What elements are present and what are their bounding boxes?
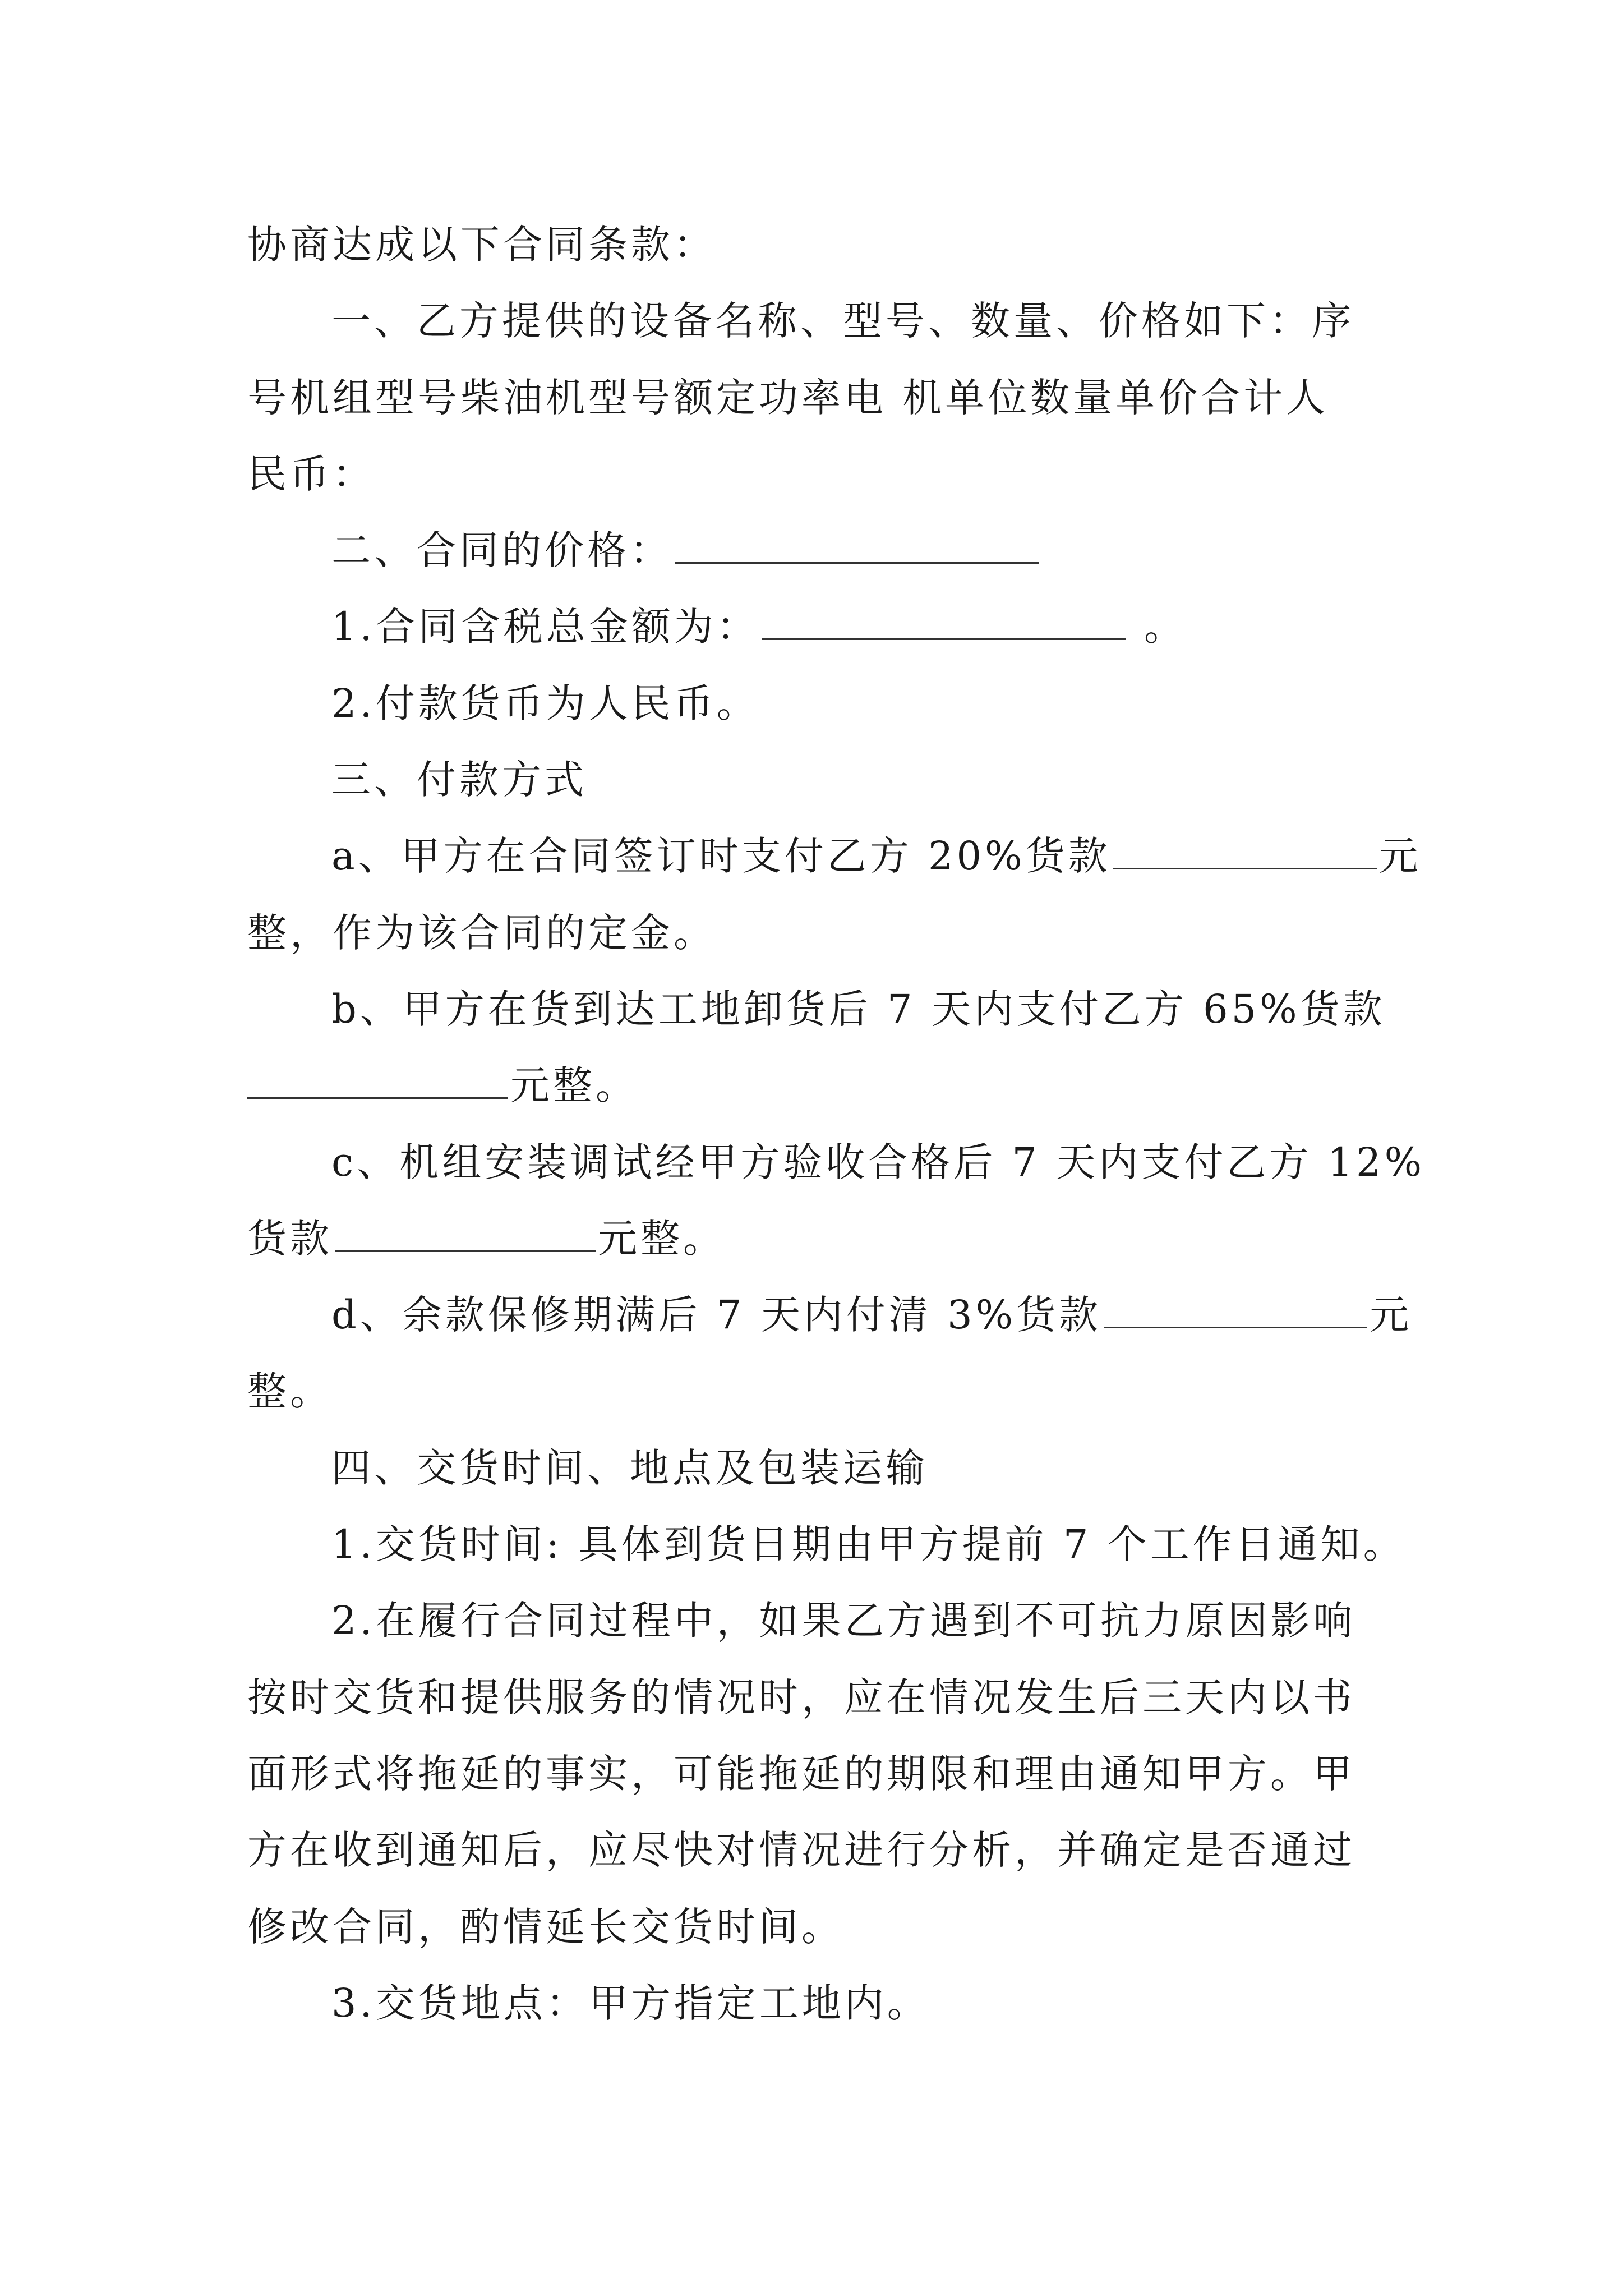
line-text: 整。 — [247, 1368, 333, 1415]
text-line — [247, 665, 1380, 742]
line-text: 元 — [1378, 833, 1422, 880]
line-text: a、甲方在合同签订时支付乙方 20%货款 — [331, 833, 1111, 880]
line-text: 整，作为该合同的定金。 — [247, 909, 716, 956]
text-line — [247, 1506, 1406, 1582]
line-text: 货款 — [247, 1215, 333, 1262]
line-text: 2.付款货币为人民币。 — [331, 680, 759, 726]
section-heading — [247, 512, 1380, 588]
line-text: 三、付款方式 — [331, 757, 587, 803]
text-line — [247, 1353, 1380, 1429]
line-text: 1.合同含税总金额为： — [331, 604, 759, 650]
line-text: 元 — [1370, 1292, 1413, 1338]
fill-in-blank[interactable] — [335, 1216, 596, 1252]
text-line — [247, 1889, 1380, 1965]
line-text: d、余款保修期满后 7 天内付清 3%货款 — [331, 1292, 1102, 1338]
text-line — [247, 588, 1380, 665]
line-text: 3.交货地点：甲方指定工地内。 — [331, 1980, 930, 2026]
line-text: 方在收到通知后，应尽快对情况进行分析，并确定是否通过 — [247, 1827, 1355, 1874]
line-text: 元整。 — [510, 1062, 638, 1109]
line-text: 协商达成以下合同条款： — [247, 222, 716, 268]
text-line — [247, 436, 1380, 512]
text-line — [247, 1277, 1413, 1353]
text-line — [247, 818, 1422, 894]
text-line — [247, 1047, 1380, 1124]
text-line — [247, 1736, 1380, 1812]
line-text: c、机组安装调试经甲方验收合格后 7 天内支付乙方 12% — [331, 1139, 1426, 1185]
line-text: 1.交货时间: 具体到货日期由甲方提前 7 个工作日通知。 — [331, 1521, 1406, 1568]
text-line — [247, 1965, 1380, 2041]
line-text: 修改合同，酌情延长交货时间。 — [247, 1903, 844, 1950]
text-line — [247, 1582, 1380, 1659]
line-text: b、甲方在货到达工地卸货后 7 天内支付乙方 65%货款 — [331, 986, 1386, 1032]
fill-in-blank[interactable] — [1104, 1292, 1367, 1328]
fill-in-blank[interactable] — [1113, 833, 1377, 869]
section-heading — [247, 283, 1380, 359]
line-text: 四、交货时间、地点及包装运输 — [331, 1444, 928, 1491]
fill-in-blank[interactable] — [675, 527, 1039, 564]
line-text: 一、乙方提供的设备名称、型号、数量、价格如下：序 — [331, 298, 1354, 344]
line-text: 按时交货和提供服务的情况时，应在情况发生后三天内以书 — [247, 1674, 1355, 1720]
text-line — [247, 1812, 1380, 1888]
fill-in-blank[interactable] — [247, 1062, 508, 1099]
line-text: 民币： — [247, 450, 375, 497]
text-line — [247, 895, 1380, 971]
fill-in-blank[interactable] — [762, 604, 1126, 640]
line-text: 二、合同的价格： — [331, 527, 672, 574]
line-text: 元整。 — [598, 1215, 726, 1262]
section-heading — [247, 1430, 1380, 1506]
text-line — [247, 1124, 1426, 1200]
line-text: 面形式将拖延的事实，可能拖延的期限和理由通知甲方。甲 — [247, 1750, 1355, 1797]
line-text: 。 — [1128, 604, 1187, 650]
contract-body — [247, 206, 1426, 2041]
text-line — [247, 1659, 1380, 1736]
text-line — [247, 971, 1386, 1047]
line-text: 号机组型号柴油机型号额定功率电 机单位数量单价合计人 — [247, 374, 1329, 421]
text-line — [247, 206, 1380, 283]
text-line — [247, 1200, 1380, 1277]
line-text: 2.在履行合同过程中，如果乙方遇到不可抗力原因影响 — [331, 1598, 1356, 1644]
section-heading — [247, 742, 1380, 818]
text-line — [247, 360, 1380, 436]
